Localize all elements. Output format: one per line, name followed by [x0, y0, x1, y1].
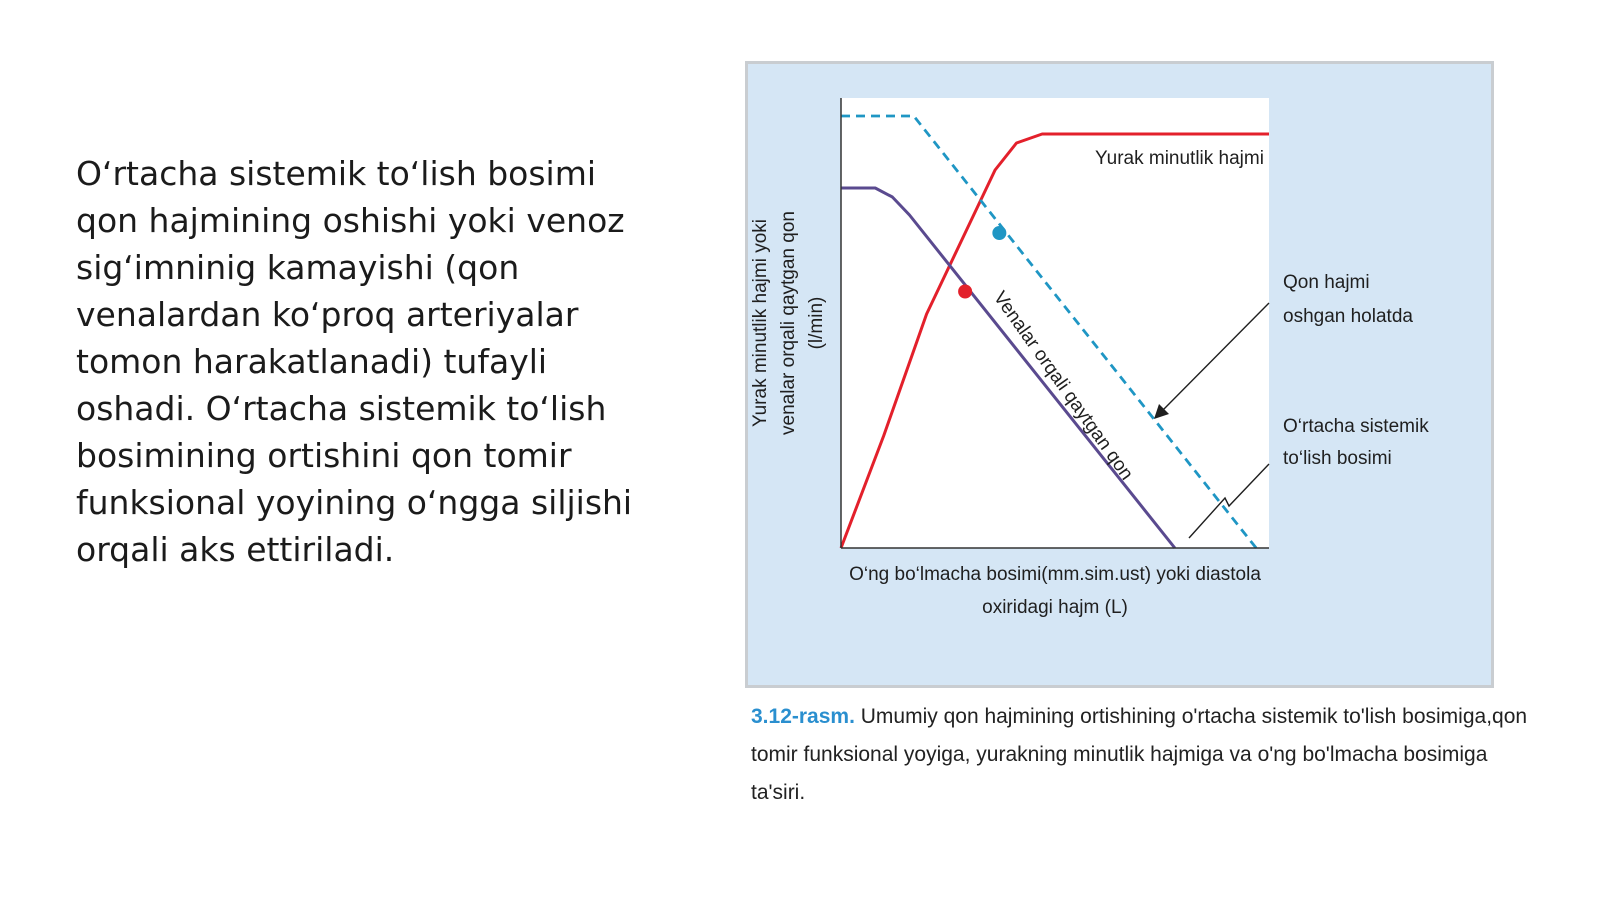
annotation-venous-return: Venalar orqali qaytgan qon: [988, 287, 1137, 485]
x-axis-label-line1: O‘ng bo‘lmacha bosimi(mm.sim.ust) yoki diastola: [849, 564, 1261, 585]
caption-text: Umumiy qon hajmining ortishining o'rtacha sistemik to'lish bosimiga,qon tomir funksional yoyiga, yurakning minutlik hajmiga va o'ng bo'lmacha bosimiga ta'siri.: [751, 705, 1528, 804]
y-axis-label-line3: (l/min): [806, 296, 827, 350]
figure-caption: [751, 698, 1531, 812]
annotation-msfp-line1: O‘rtacha sistemik: [1283, 416, 1429, 437]
caption-figure-number: 3.12-rasm.: [751, 705, 855, 728]
x-axis-label-line2: oxiridagi hajm (L): [982, 597, 1128, 618]
annotation-msfp-line2: to‘lish bosimi: [1283, 448, 1392, 469]
slide-body-text: O‘rtacha sistemik to‘lish bosimi qon hajmining oshishi yoki venoz sig‘imninig kamayishi (qon venalardan ko‘proq arteriyalar tomon harakatlanadi) tufayli oshadi. O‘rtacha sistemik to‘lish bosimining ortishini qon tomir funksional yoyining o‘ngga siljishi orqali aks ettiriladi.: [76, 154, 633, 569]
annotation-volume-line1: Qon hajmi: [1283, 272, 1370, 293]
y-axis-label-line2: venalar orqali qaytgan qon: [778, 211, 799, 435]
y-axis-label-line1: Yurak minutlik hajmi yoki: [750, 218, 771, 428]
figure-frame: [745, 61, 1494, 688]
intersection-point-0: [958, 285, 972, 299]
chart: [748, 64, 1491, 685]
intersection-point-1: [992, 226, 1006, 240]
annotation-volume-line2: oshgan holatda: [1283, 306, 1413, 327]
annotation-cardiac-output: Yurak minutlik hajmi: [1095, 148, 1264, 169]
